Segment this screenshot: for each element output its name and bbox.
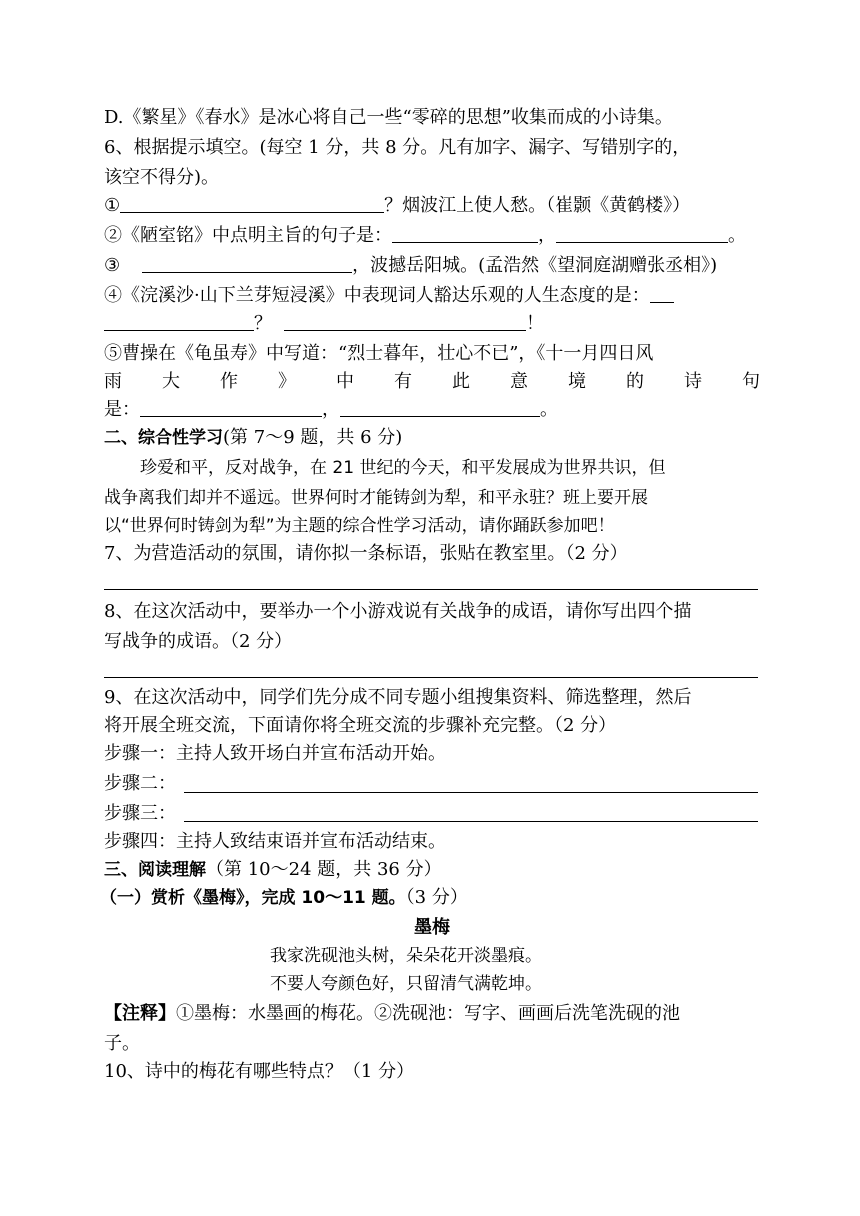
q6-item4-exclamation: ！ [526,313,544,334]
q6-item1-blank[interactable] [120,192,384,213]
q6-item4-text: ④《浣溪沙·山下兰芽短浸溪》中表现词人豁达乐观的人生态度的是： [104,285,650,306]
q6-item5-char: 大 [162,371,180,392]
section3-score: （第 10～24 题，共 36 分） [206,859,442,880]
q8-line2: 写战争的成语。（2 分） [104,631,293,652]
q9-line2: 将开展全班交流，下面请你将全班交流的步骤补充完整。（2 分） [104,715,617,736]
q8-answer-line[interactable] [104,677,758,678]
q6-item2-end: 。 [728,225,746,246]
q8-line1: 8、在这次活动中，要举办一个小游戏说有关战争的成语，请你写出四个描 [104,601,692,622]
poem-note-line1 [104,999,760,1029]
q6-item3-text: ，波撼岳阳城。(孟浩然《望洞庭湖赠张丞相》) [352,255,718,276]
q6-title-line1: 6、根据提示填空。(每空 1 分，共 8 分。凡有加字、漏字、写错别字的， [104,137,691,158]
section3-title: 三、阅读理解 [104,860,206,880]
q6-item5-end: 。 [540,399,558,420]
q6-item5-char: 中 [336,371,354,392]
sub-section-title: （一）赏析《墨梅》，完成 10～11 题。 [100,888,406,908]
q6-item3-marker: ③ [104,255,121,276]
q6-item5-blank-2[interactable] [340,396,540,417]
q6-item4-question-mark: ？ [254,313,272,334]
q9-step2 [104,769,760,799]
q9-step2-answer-line[interactable] [184,792,758,793]
section3-sub-heading [100,883,756,913]
q6-item2 [104,221,760,251]
note-text: ①墨梅：水墨画的梅花。②洗砚池：写字、画画后洗笔洗砚的池 [176,1003,680,1024]
q9-step1: 步骤一：主持人致开场白并宣布活动开始。 [104,743,446,764]
q9-step3-label: 步骤三： [104,803,176,824]
q7-text: 7、为营造活动的氛围，请你拟一条标语，张贴在教室里。（2 分） [104,543,628,564]
q6-item1-marker: ① [104,195,121,216]
sub-section-score: （3 分） [405,887,468,908]
q6-item5-char: 作 [220,371,238,392]
poem-line1: 我家洗砚池头树，朵朵花开淡墨痕。 [270,946,542,966]
q6-item5-char: 句 [742,371,760,392]
poem-note-line2: 子。 [104,1033,140,1054]
q9-step3-answer-line[interactable] [184,821,758,822]
q6-item5-char: 有 [394,371,412,392]
section2-score: (第 7～9 题，共 6 分) [223,427,403,448]
q6-title-line2: 该空不得分)。 [104,167,220,188]
q6-item4-line1 [104,281,760,311]
q6-item5-char: 的 [626,371,644,392]
section2-intro-line1: 珍爱和平，反对战争，在 21 世纪的今天，和平发展成为世界共识，但 [140,458,666,478]
q9-step2-label: 步骤二： [104,773,176,794]
section2-heading [104,423,760,453]
q6-item5-char: 》 [278,371,296,392]
q6-item4-blank-1[interactable] [104,310,254,331]
q6-item5-char: 意 [510,371,528,392]
q6-item5-char: 此 [452,371,470,392]
q6-item3-blank[interactable] [142,252,352,273]
q9-step3 [104,799,760,829]
q6-item1-text: ？烟波江上使人愁。（崔颢《黄鹤楼》） [384,195,691,216]
q10-text: 10、诗中的梅花有哪些特点？（1 分） [104,1061,415,1082]
q6-item2-separator: ， [538,225,556,246]
q6-item4-blank-1-start[interactable] [650,282,674,303]
section2-title: 二、综合性学习 [104,428,223,448]
q7-answer-line[interactable] [104,589,758,590]
q6-item2-blank-1[interactable] [392,222,538,243]
q6-item4-line2 [104,309,760,339]
poem-title: 墨梅 [414,917,450,938]
q6-item4-blank-2[interactable] [284,310,526,331]
q6-item2-text: ②《陋室铭》中点明主旨的句子是： [104,225,392,246]
q6-item5-separator: ， [322,399,340,420]
section3-heading [104,855,760,885]
q6-item2-blank-2[interactable] [556,222,728,243]
q9-line1: 9、在这次活动中，同学们先分成不同专题小组搜集资料、筛选整理，然后 [104,687,692,708]
q6-item5-prefix: 是： [104,399,140,420]
q9-step4: 步骤四：主持人致结束语并宣布活动结束。 [104,831,446,852]
q6-item5-line3 [104,395,760,425]
q6-item5-line2 [104,367,760,397]
note-label: 【注释】 [104,1003,176,1024]
poem-line2: 不要人夸颜色好，只留清气满乾坤。 [270,974,542,994]
q6-item3 [104,251,760,281]
q5-option-d: D.《繁星》《春水》是冰心将自己一些“零碎的思想”收集而成的小诗集。 [104,107,673,128]
q6-item5-char: 诗 [684,371,702,392]
section2-intro-line3: 以“世界何时铸剑为犁”为主题的综合性学习活动，请你踊跃参加吧！ [104,516,615,536]
q6-item5-char: 境 [568,371,586,392]
section2-intro-line2: 战争离我们却并不遥远。世界何时才能铸剑为犁，和平永驻？班上要开展 [104,488,648,508]
q6-item5-line1: ⑤曹操在《龟虽寿》中写道：“烈士暮年，壮心不已”，《十一月四日风 [104,343,654,364]
q6-item5-blank-1[interactable] [140,396,322,417]
q6-item1 [104,191,760,221]
q6-item5-char: 雨 [104,371,122,392]
